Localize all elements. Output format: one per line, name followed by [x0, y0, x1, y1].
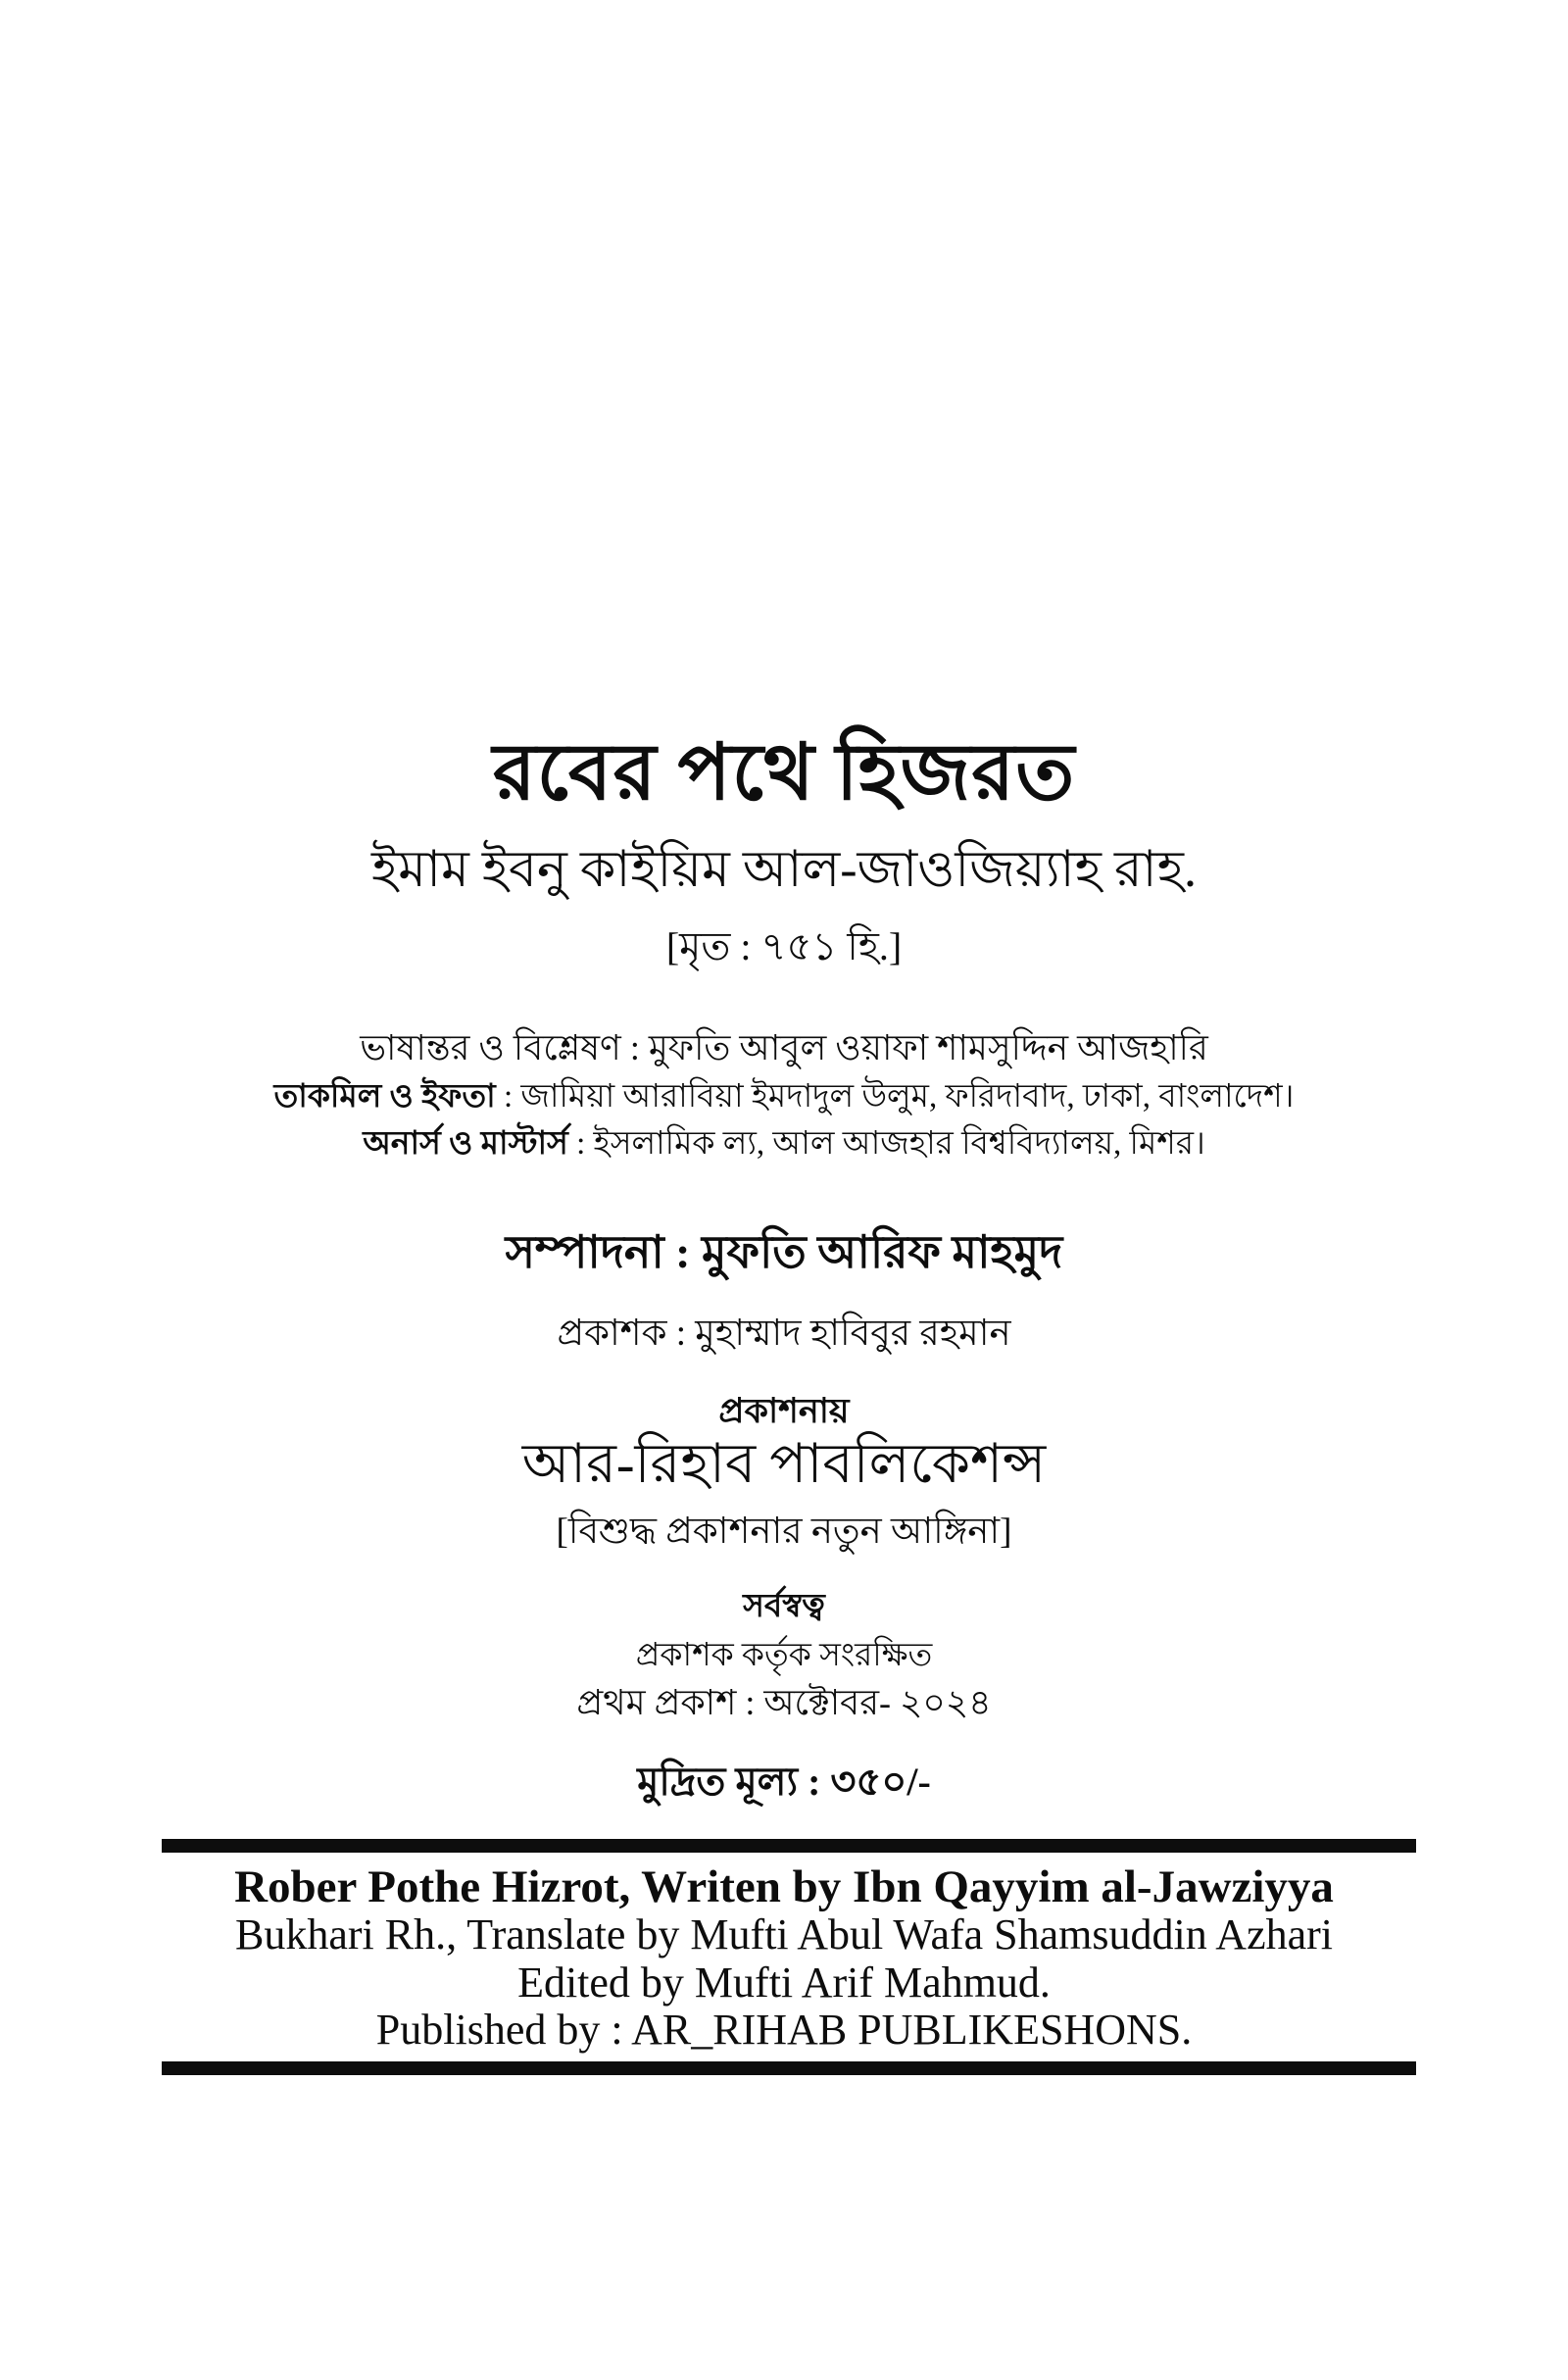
publisher-person: প্রকাশক : মুহাম্মাদ হাবিবুর রহমান [557, 1314, 1011, 1354]
all-rights-label: সর্বস্বত্ব [743, 1589, 825, 1624]
author-death-note: [মৃত : ৭৫১ হি.] [665, 924, 903, 968]
english-translator-line: Bukhari Rh., Translate by Mufti Abul Wafa Shamsuddin Azhari [234, 1910, 1334, 1959]
english-publisher-line: Published by : AR_RIHAB PUBLIKESHONS. [375, 2006, 1193, 2054]
takmil-label: তাকমিল ও ইফতা [273, 1079, 496, 1115]
bottom-divider-rule [162, 2061, 1416, 2075]
publisher-name: আর-রিহাব পাবলিকেশন্স [521, 1434, 1047, 1495]
author-name: ইমাম ইবনু কাইয়িম আল-জাওজিয়্যাহ রাহ. [371, 842, 1197, 898]
top-divider-rule [162, 1839, 1416, 1853]
takmil-detail: : জামিয়া আরাবিয়া ইমদাদুল উলুম, ফরিদাবাদ, ঢাকা, বাংলাদেশ। [495, 1079, 1295, 1115]
publisher-tagline: [বিশুদ্ধ প্রকাশনার নতুন আঙ্গিনা] [556, 1512, 1012, 1552]
honors-detail: : ইসলামিক ল্য, আল আজহার বিশ্ববিদ্যালয়, মিশর। [567, 1126, 1205, 1162]
honors-credit [0, 1117, 1568, 1172]
editor-credit: সম্পাদনা : মুফতি আরিফ মাহমুদ [505, 1227, 1063, 1277]
first-published-line: প্রথম প্রকাশ : অক্টোবর- ২০২৪ [576, 1683, 992, 1722]
english-title-line: Rober Pothe Hizrot, Writen by Ibn Qayyim al-Jawziyya [234, 1861, 1334, 1912]
book-title: রবের পথে হিজরত [492, 730, 1076, 817]
english-editor-line: Edited by Mufti Arif Mahmud. [517, 1959, 1051, 2007]
published-under-label: প্রকাশনায় [718, 1392, 850, 1430]
rights-reserved-line: প্রকাশক কর্তৃক সংরক্ষিত [635, 1638, 933, 1673]
printed-price-line: মুদ্রিত মূল্য : ৩৫০/- [637, 1760, 931, 1804]
translation-credit: ভাষান্তর ও বিশ্লেষণ : মুফতি আবুল ওয়াফা শামসুদ্দিন আজহারি [360, 1028, 1208, 1067]
honors-label: অনার্স ও মাস্টার্স [363, 1126, 568, 1162]
